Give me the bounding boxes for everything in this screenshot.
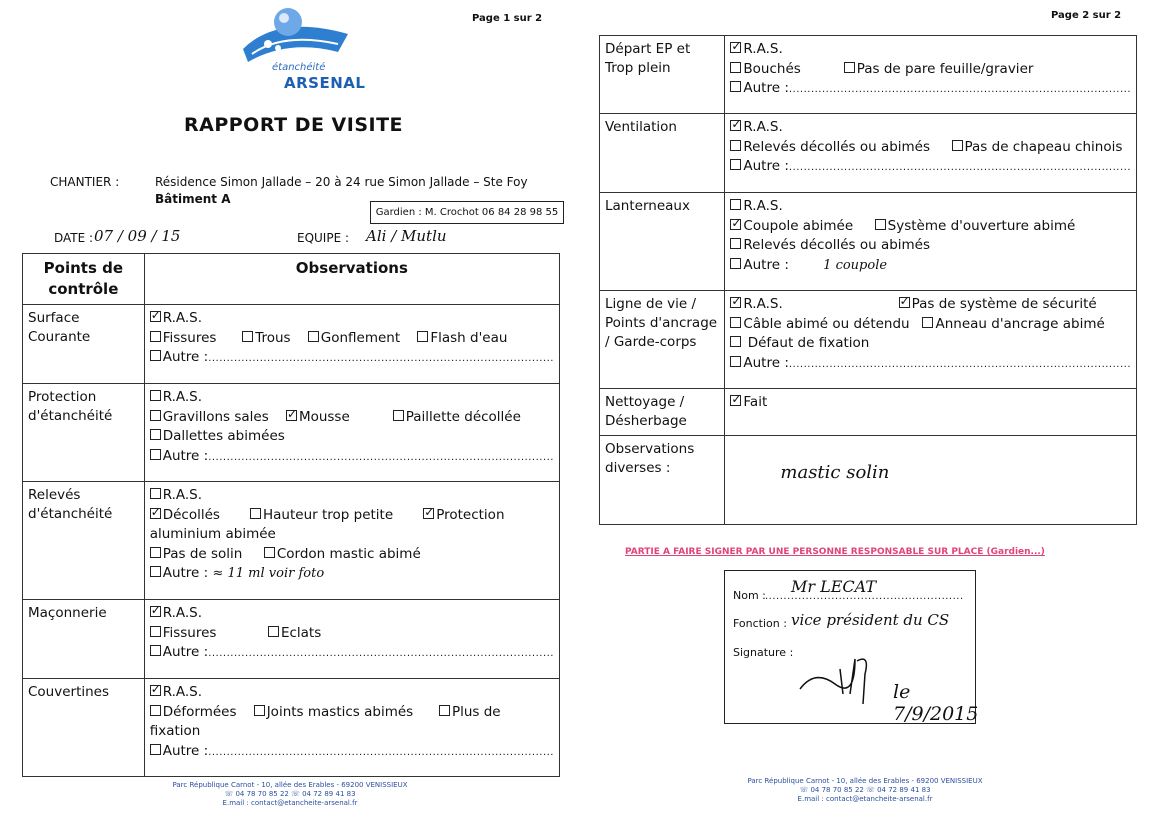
row-label: Protection d'étanchéité xyxy=(23,384,145,482)
date-value: 07 / 09 / 15 xyxy=(94,227,181,245)
option-label: Fissures xyxy=(162,624,217,641)
option-label: Mousse xyxy=(298,408,350,425)
company-logo xyxy=(238,4,366,94)
checkbox[interactable] xyxy=(264,547,275,558)
checkbox[interactable] xyxy=(150,566,161,577)
option-label: Câble abimé ou détendu xyxy=(743,315,910,332)
table-row xyxy=(600,389,1137,436)
row-label: Ligne de vie / Points d'ancrage / Garde-corps xyxy=(600,291,725,389)
row-label: Maçonnerie xyxy=(23,600,145,679)
option-label: Autre : xyxy=(743,80,789,96)
equipe-value: Ali / Mutlu xyxy=(366,227,447,245)
table-row: Maçonnerie ✓ R.A.S. Fissures Eclats Autre :.............................................................................................. xyxy=(23,600,560,679)
option-label: Gravillons sales xyxy=(162,408,269,425)
footer-page1 xyxy=(160,781,420,808)
checkbox[interactable] xyxy=(150,508,161,519)
footer-email: E.mail : contact@etancheite-arsenal.fr xyxy=(222,799,358,807)
option-label: R.A.S. xyxy=(743,119,783,135)
handwritten-note: 1 coupole xyxy=(823,257,888,273)
signature-scribble xyxy=(795,649,885,709)
row-label: Surface Courante xyxy=(23,305,145,384)
option-label: Trous xyxy=(255,329,291,346)
checkbox[interactable] xyxy=(844,62,855,73)
checkbox[interactable] xyxy=(730,42,741,53)
option-label: fixation xyxy=(149,723,201,739)
checkbox[interactable] xyxy=(730,356,741,367)
option-label: R.A.S. xyxy=(162,684,203,700)
batiment: Bâtiment A xyxy=(155,192,231,206)
table-row xyxy=(600,193,1137,291)
checkbox[interactable] xyxy=(730,62,741,73)
signature-label: Signature : xyxy=(733,646,794,659)
checkbox[interactable] xyxy=(308,331,319,342)
option-label: Plus de xyxy=(451,703,501,720)
checkbox[interactable] xyxy=(730,199,741,210)
checkbox[interactable] xyxy=(150,626,161,637)
table-row xyxy=(23,482,560,600)
nom-value: Mr LECAT xyxy=(791,577,877,596)
option-label: Cordon mastic abimé xyxy=(276,545,421,562)
option-label: Autre : xyxy=(743,256,789,273)
option-label: Fait xyxy=(743,394,768,410)
checkbox[interactable] xyxy=(730,317,741,328)
footer-phone: ☏ 04 78 70 85 22 ☏ 04 72 89 41 83 xyxy=(799,786,931,794)
option-label: Système d'ouverture abimé xyxy=(887,217,1076,234)
logo-text: étanchéité xyxy=(272,62,326,73)
option-label: Pas de pare feuille/gravier xyxy=(856,60,1034,77)
checkbox[interactable] xyxy=(250,508,261,519)
table-row: Protection d'étanchéité R.A.S. Gravillons sales ✓ Mousse Paillette décollée Dallettes abimées Autre :.............................................................................................. xyxy=(23,384,560,482)
option-label: Relevés décollés ou abimés xyxy=(743,138,931,155)
handwritten-observation: mastic solin xyxy=(780,462,890,483)
checkbox[interactable] xyxy=(254,705,265,716)
table-row: Départ EP et Trop plein ✓R.A.S. Bouchés Pas de pare feuille/gravier Autre :............................................................................................. xyxy=(600,36,1137,114)
table-row: Couvertines ✓ R.A.S. Déformées Joints mastics abimés Plus de fixation Autre :.............................................................................................. xyxy=(23,679,560,777)
checklist-table-page1 xyxy=(22,253,560,777)
option-label: Fissures xyxy=(162,329,217,346)
header-observations: Observations xyxy=(144,254,559,305)
option-label: Coupole abimée xyxy=(743,217,854,234)
checkbox[interactable] xyxy=(730,120,741,131)
option-label: Autre : xyxy=(162,447,209,464)
row-label: Couvertines xyxy=(23,679,145,777)
checkbox[interactable] xyxy=(150,429,161,440)
checkbox[interactable] xyxy=(875,219,886,230)
checkbox[interactable] xyxy=(439,705,450,716)
footer-phone: ☏ 04 78 70 85 22 ☏ 04 72 89 41 83 xyxy=(224,790,356,798)
chantier-value: Résidence Simon Jallade – 20 à 24 rue Simon Jallade – Ste Foy xyxy=(155,175,528,189)
option-label: Autre : xyxy=(743,158,789,174)
checklist-table-page2 xyxy=(599,35,1137,525)
option-label: Dallettes abimées xyxy=(162,428,285,444)
signature-box: Nom : ...................................................... Mr LECAT Fonction : vice président du CS Signature : le 7/9/2015 xyxy=(724,570,976,724)
option-label: R.A.S. xyxy=(162,389,203,405)
checkbox[interactable] xyxy=(150,331,161,342)
footer-page2 xyxy=(735,777,995,804)
signature-date: le 7/9/2015 xyxy=(893,681,979,725)
option-label: Protection xyxy=(436,506,505,523)
checkbox[interactable] xyxy=(730,140,741,151)
fonction-label: Fonction : xyxy=(733,617,787,630)
checkbox[interactable] xyxy=(268,626,279,637)
checkbox[interactable] xyxy=(417,331,428,342)
row-label: Ventilation xyxy=(600,114,725,193)
checkbox[interactable] xyxy=(730,336,741,347)
checkbox[interactable] xyxy=(730,297,741,308)
signature-instruction: PARTIE A FAIRE SIGNER PAR UNE PERSONNE RESPONSABLE SUR PLACE (Gardien...) xyxy=(625,547,1045,557)
option-label: Gonflement xyxy=(320,329,401,346)
checkbox[interactable] xyxy=(242,331,253,342)
option-label: Relevés décollés ou abimés xyxy=(743,237,931,253)
checkbox[interactable] xyxy=(150,311,161,322)
table-row: Ventilation ✓ R.A.S. Relevés décollés ou abimés Pas de chapeau chinois Autre :............................................................................................. xyxy=(600,114,1137,193)
checkbox[interactable] xyxy=(730,219,741,230)
option-label: Hauteur trop petite xyxy=(262,506,394,523)
option-label: Eclats xyxy=(280,624,322,641)
checkbox[interactable] xyxy=(952,140,963,151)
row-label: Relevés d'étanchéité xyxy=(23,482,145,600)
option-label: Autre : xyxy=(162,349,209,365)
option-label: aluminium abimée xyxy=(149,526,276,542)
checkbox[interactable] xyxy=(922,317,933,328)
table-row: Surface Courante ✓R.A.S. Fissures Trous Gonflement Flash d'eau Autre :.............................................................................................. xyxy=(23,305,560,384)
checkbox[interactable] xyxy=(150,390,161,401)
row-label: Lanterneaux xyxy=(600,193,725,291)
checkbox[interactable] xyxy=(393,410,404,421)
option-label: Autre : xyxy=(162,565,209,581)
checkbox[interactable] xyxy=(730,238,741,249)
checkbox[interactable] xyxy=(423,508,434,519)
option-label: Déformées xyxy=(162,703,237,720)
checkbox[interactable] xyxy=(150,410,161,421)
option-label: Autre : xyxy=(162,742,209,759)
date-label: DATE : xyxy=(54,231,94,245)
option-label: Pas de solin xyxy=(162,545,243,562)
checkbox[interactable] xyxy=(730,81,741,92)
option-label: Flash d'eau xyxy=(430,329,508,346)
table-row xyxy=(600,436,1137,525)
checkbox[interactable] xyxy=(730,258,741,269)
checkbox[interactable] xyxy=(150,449,161,460)
option-label: Autre : xyxy=(743,354,789,371)
checkbox[interactable] xyxy=(150,350,161,361)
header-points: Points de contrôle xyxy=(23,254,145,305)
option-label: Pas de chapeau chinois xyxy=(964,138,1123,155)
table-row: Ligne de vie / Points d'ancrage / Garde-corps ✓R.A.S. ✓ Pas de système de sécurité Câble abimé ou détendu Anneau d'ancrage abimé Défaut de fixation Autre :............................................................................................. xyxy=(600,291,1137,389)
checkbox[interactable] xyxy=(150,645,161,656)
nom-label: Nom : xyxy=(733,589,766,602)
footer-address: Parc République Carnot - 10, allée des Erables - 69200 VENISSIEUX xyxy=(172,781,408,789)
option-label: Bouchés xyxy=(743,60,801,77)
footer-address: Parc République Carnot - 10, allée des Erables - 69200 VENISSIEUX xyxy=(747,777,983,785)
option-label: Paillette décollée xyxy=(405,408,521,425)
option-label: Joints mastics abimés xyxy=(266,703,414,720)
option-label: Anneau d'ancrage abimé xyxy=(935,315,1105,332)
option-label: Autre : xyxy=(162,644,209,660)
logo-brand: ARSENAL xyxy=(284,74,366,92)
checkbox[interactable] xyxy=(150,705,161,716)
checkbox[interactable] xyxy=(150,488,161,499)
option-label: R.A.S. xyxy=(743,41,783,57)
row-label: Nettoyage / Désherbage xyxy=(600,389,725,436)
checkbox[interactable] xyxy=(150,547,161,558)
page-number: Page 1 sur 2 xyxy=(472,13,543,24)
option-label: Décollés xyxy=(162,506,220,523)
equipe-label: EQUIPE : xyxy=(297,231,350,245)
fonction-value: vice président du CS xyxy=(791,611,950,629)
report-title: RAPPORT DE VISITE xyxy=(184,114,404,136)
checkbox[interactable] xyxy=(150,606,161,617)
footer-email: E.mail : contact@etancheite-arsenal.fr xyxy=(797,795,933,803)
option-label: R.A.S. xyxy=(162,487,203,503)
checkbox[interactable] xyxy=(286,410,297,421)
gardien-box: Gardien : M. Crochot 06 84 28 98 55 xyxy=(370,201,564,224)
checkbox[interactable] xyxy=(730,159,741,170)
page-number: Page 2 sur 2 xyxy=(1051,10,1122,21)
checkbox[interactable] xyxy=(730,395,741,406)
row-label: Départ EP et Trop plein xyxy=(600,36,725,114)
checkbox[interactable] xyxy=(150,685,161,696)
option-label: R.A.S. xyxy=(743,198,783,214)
option-label: R.A.S. xyxy=(743,296,783,312)
option-label: R.A.S. xyxy=(162,605,203,621)
row-label: Observations diverses : xyxy=(600,436,725,525)
checkbox[interactable] xyxy=(150,744,161,755)
option-label: Défaut de fixation xyxy=(747,335,870,351)
option-label: Pas de système de sécurité xyxy=(911,296,1097,312)
checkbox[interactable] xyxy=(899,297,910,308)
handwritten-note: ≈ 11 ml voir foto xyxy=(212,566,325,581)
chantier-label: CHANTIER : xyxy=(50,175,120,189)
option-label: R.A.S. xyxy=(162,310,203,326)
